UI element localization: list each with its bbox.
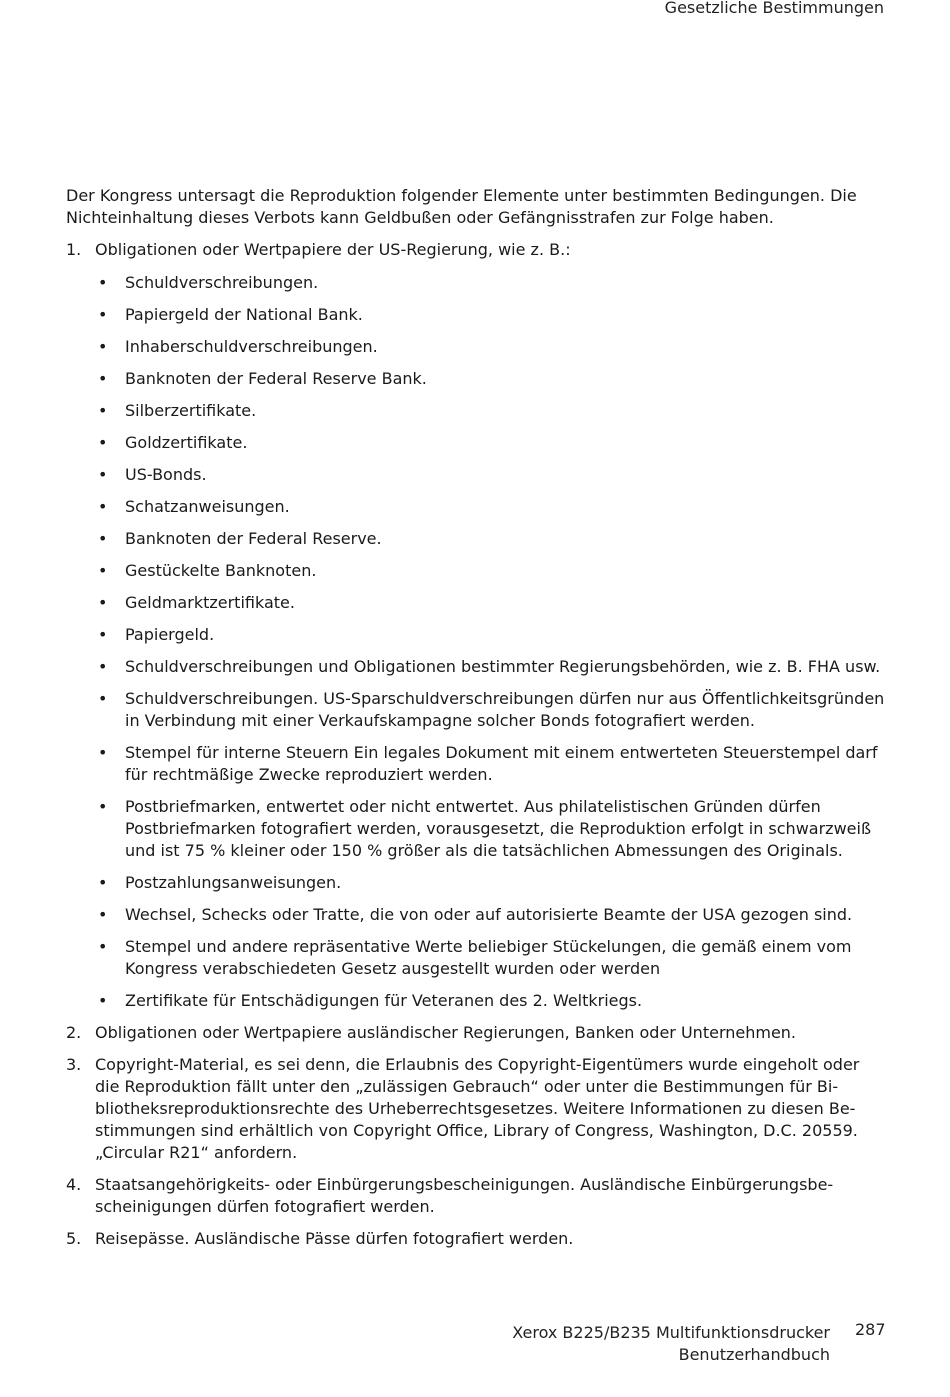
list-item-text: Obligationen oder Wertpapiere der US-Regierung, wie z. B.: [95,240,571,259]
bullet-item [95,528,886,550]
bullet-item [95,464,886,486]
bullet-item [95,742,886,786]
bullet-text: Banknoten der Federal Reserve. [125,529,382,548]
bullet-text: Silberzertifikate. [125,401,257,420]
footer-product-line: Xerox B225/B235 Multifunktionsdrucker [512,1323,830,1342]
list-item-text: Obligationen oder Wertpapiere ausländischer Regierungen, Banken oder Unternehmen. [95,1023,797,1042]
bullet-text: Goldzertifikate. [125,433,248,452]
list-item-text: Staatsangehörigkeits- oder Einbürgerungsbescheinigungen. Ausländische Einbürgerungsbescheinigungen dürfen fotografiert werden. [95,1175,834,1216]
list-item [66,239,886,1012]
bullet-icon: • [98,401,108,420]
bullet-icon: • [98,369,108,388]
bullet-item [95,872,886,894]
bullet-icon: • [98,497,108,516]
bullet-item [95,936,886,980]
bullet-icon: • [98,625,108,644]
bullet-text: Schuldverschreibungen. US-Sparschuldverschreibungen dürfen nur aus Öffentlichkeitsgründen in Verbindung mit einer Verkaufskampagne solcher Bonds fotografiert werden. [125,689,885,730]
bullet-item [95,560,886,582]
bullet-item [95,496,886,518]
bullet-text: Zertifikate für Entschädigungen für Veteranen des 2. Weltkriegs. [125,991,643,1010]
bullet-text: Schatzanweisungen. [125,497,290,516]
list-item [66,1022,886,1044]
bullet-item [95,432,886,454]
bullet-text: Papiergeld. [125,625,215,644]
bullet-icon: • [98,273,108,292]
bullet-item [95,904,886,926]
bullet-item [95,336,886,358]
bullet-text: Postzahlungsanweisungen. [125,873,342,892]
bullet-item [95,624,886,646]
list-item-text: Copyright-Material, es sei denn, die Erlaubnis des Copyright-Eigentümers wurde eingeholt oder die Reproduktion fällt unter den „zulässigen Gebrauch“ oder unter die Bestimmungen für Bibliotheksreproduktionsrechte des Urheberrechtsgesetzes. Weitere Informationen zu diesen Bestimmungen sind erhältlich von Copyright Office, Library of Congress, Washington, D.C. 20559. „Circular R21“ anfordern. [95,1055,860,1162]
list-number: 4. [66,1175,82,1194]
list-item [66,1228,886,1250]
bullet-icon: • [98,873,108,892]
bullet-text: US-Bonds. [125,465,207,484]
bullet-text: Banknoten der Federal Reserve Bank. [125,369,427,388]
bullet-item [95,272,886,294]
bullet-item [95,368,886,390]
running-header: Gesetzliche Bestimmungen [664,0,884,17]
bullet-text: Stempel für interne Steuern Ein legales Dokument mit einem entwerteten Steuerstempel darf für rechtmäßige Zwecke reproduziert werden. [125,743,878,784]
intro-paragraph: Der Kongress untersagt die Reproduktion folgender Elemente unter bestimmten Bedingungen. Die Nichteinhaltung dieses Verbots kann Geldbußen oder Gefängnisstrafen zur Folge haben. [66,186,857,227]
bullet-text: Papiergeld der National Bank. [125,305,363,324]
footer-doc-title: Benutzerhandbuch [678,1345,830,1364]
list-item [66,1174,886,1218]
bullet-text: Postbriefmarken, entwertet oder nicht entwertet. Aus philatelistischen Gründen dürfen Postbriefmarken fotografiert werden, vorausgesetzt, die Reproduktion erfolgt in schwarzweiß und ist 75 % kleiner oder 150 % größer als die tatsächlichen Abmessungen des Originals. [125,797,872,860]
bullet-icon: • [98,529,108,548]
bullet-text: Geldmarktzertifikate. [125,593,295,612]
bullet-text: Stempel und andere repräsentative Werte beliebiger Stückelungen, die gemäß einem vom Kongress verabschiedeten Gesetz ausgestellt wurden oder werden [125,937,852,978]
bullet-text: Schuldverschreibungen. [125,273,319,292]
bullet-icon: • [98,593,108,612]
bullet-icon: • [98,689,108,708]
bullet-icon: • [98,905,108,924]
bullet-text: Schuldverschreibungen und Obligationen bestimmter Regierungsbehörden, wie z. B. FHA usw. [125,657,881,676]
bullet-icon: • [98,337,108,356]
bullet-icon: • [98,465,108,484]
numbered-list [66,239,886,1250]
bullet-icon: • [98,305,108,324]
page-number: 287 [855,1320,886,1339]
bullet-text: Wechsel, Schecks oder Tratte, die von oder auf autorisierte Beamte der USA gezogen sind. [125,905,853,924]
bullet-text: Gestückelte Banknoten. [125,561,317,580]
list-number: 5. [66,1229,82,1248]
list-number: 1. [66,240,82,259]
bullet-text: Inhaberschuldverschreibungen. [125,337,378,356]
bullet-icon: • [98,561,108,580]
list-number: 2. [66,1023,82,1042]
list-number: 3. [66,1055,82,1074]
bullet-item [95,688,886,732]
page-footer [512,1322,830,1366]
bullet-item [95,796,886,862]
bullet-item [95,400,886,422]
bullet-icon: • [98,657,108,676]
bullet-list [95,272,886,1012]
bullet-icon: • [98,797,108,816]
bullet-icon: • [98,433,108,452]
bullet-item [95,304,886,326]
bullet-item [95,990,886,1012]
document-body [66,185,886,1260]
list-item-text: Reisepässe. Ausländische Pässe dürfen fotografiert werden. [95,1229,574,1248]
bullet-icon: • [98,937,108,956]
bullet-icon: • [98,743,108,762]
bullet-icon: • [98,991,108,1010]
list-item [66,1054,886,1164]
bullet-item [95,592,886,614]
bullet-item [95,656,886,678]
